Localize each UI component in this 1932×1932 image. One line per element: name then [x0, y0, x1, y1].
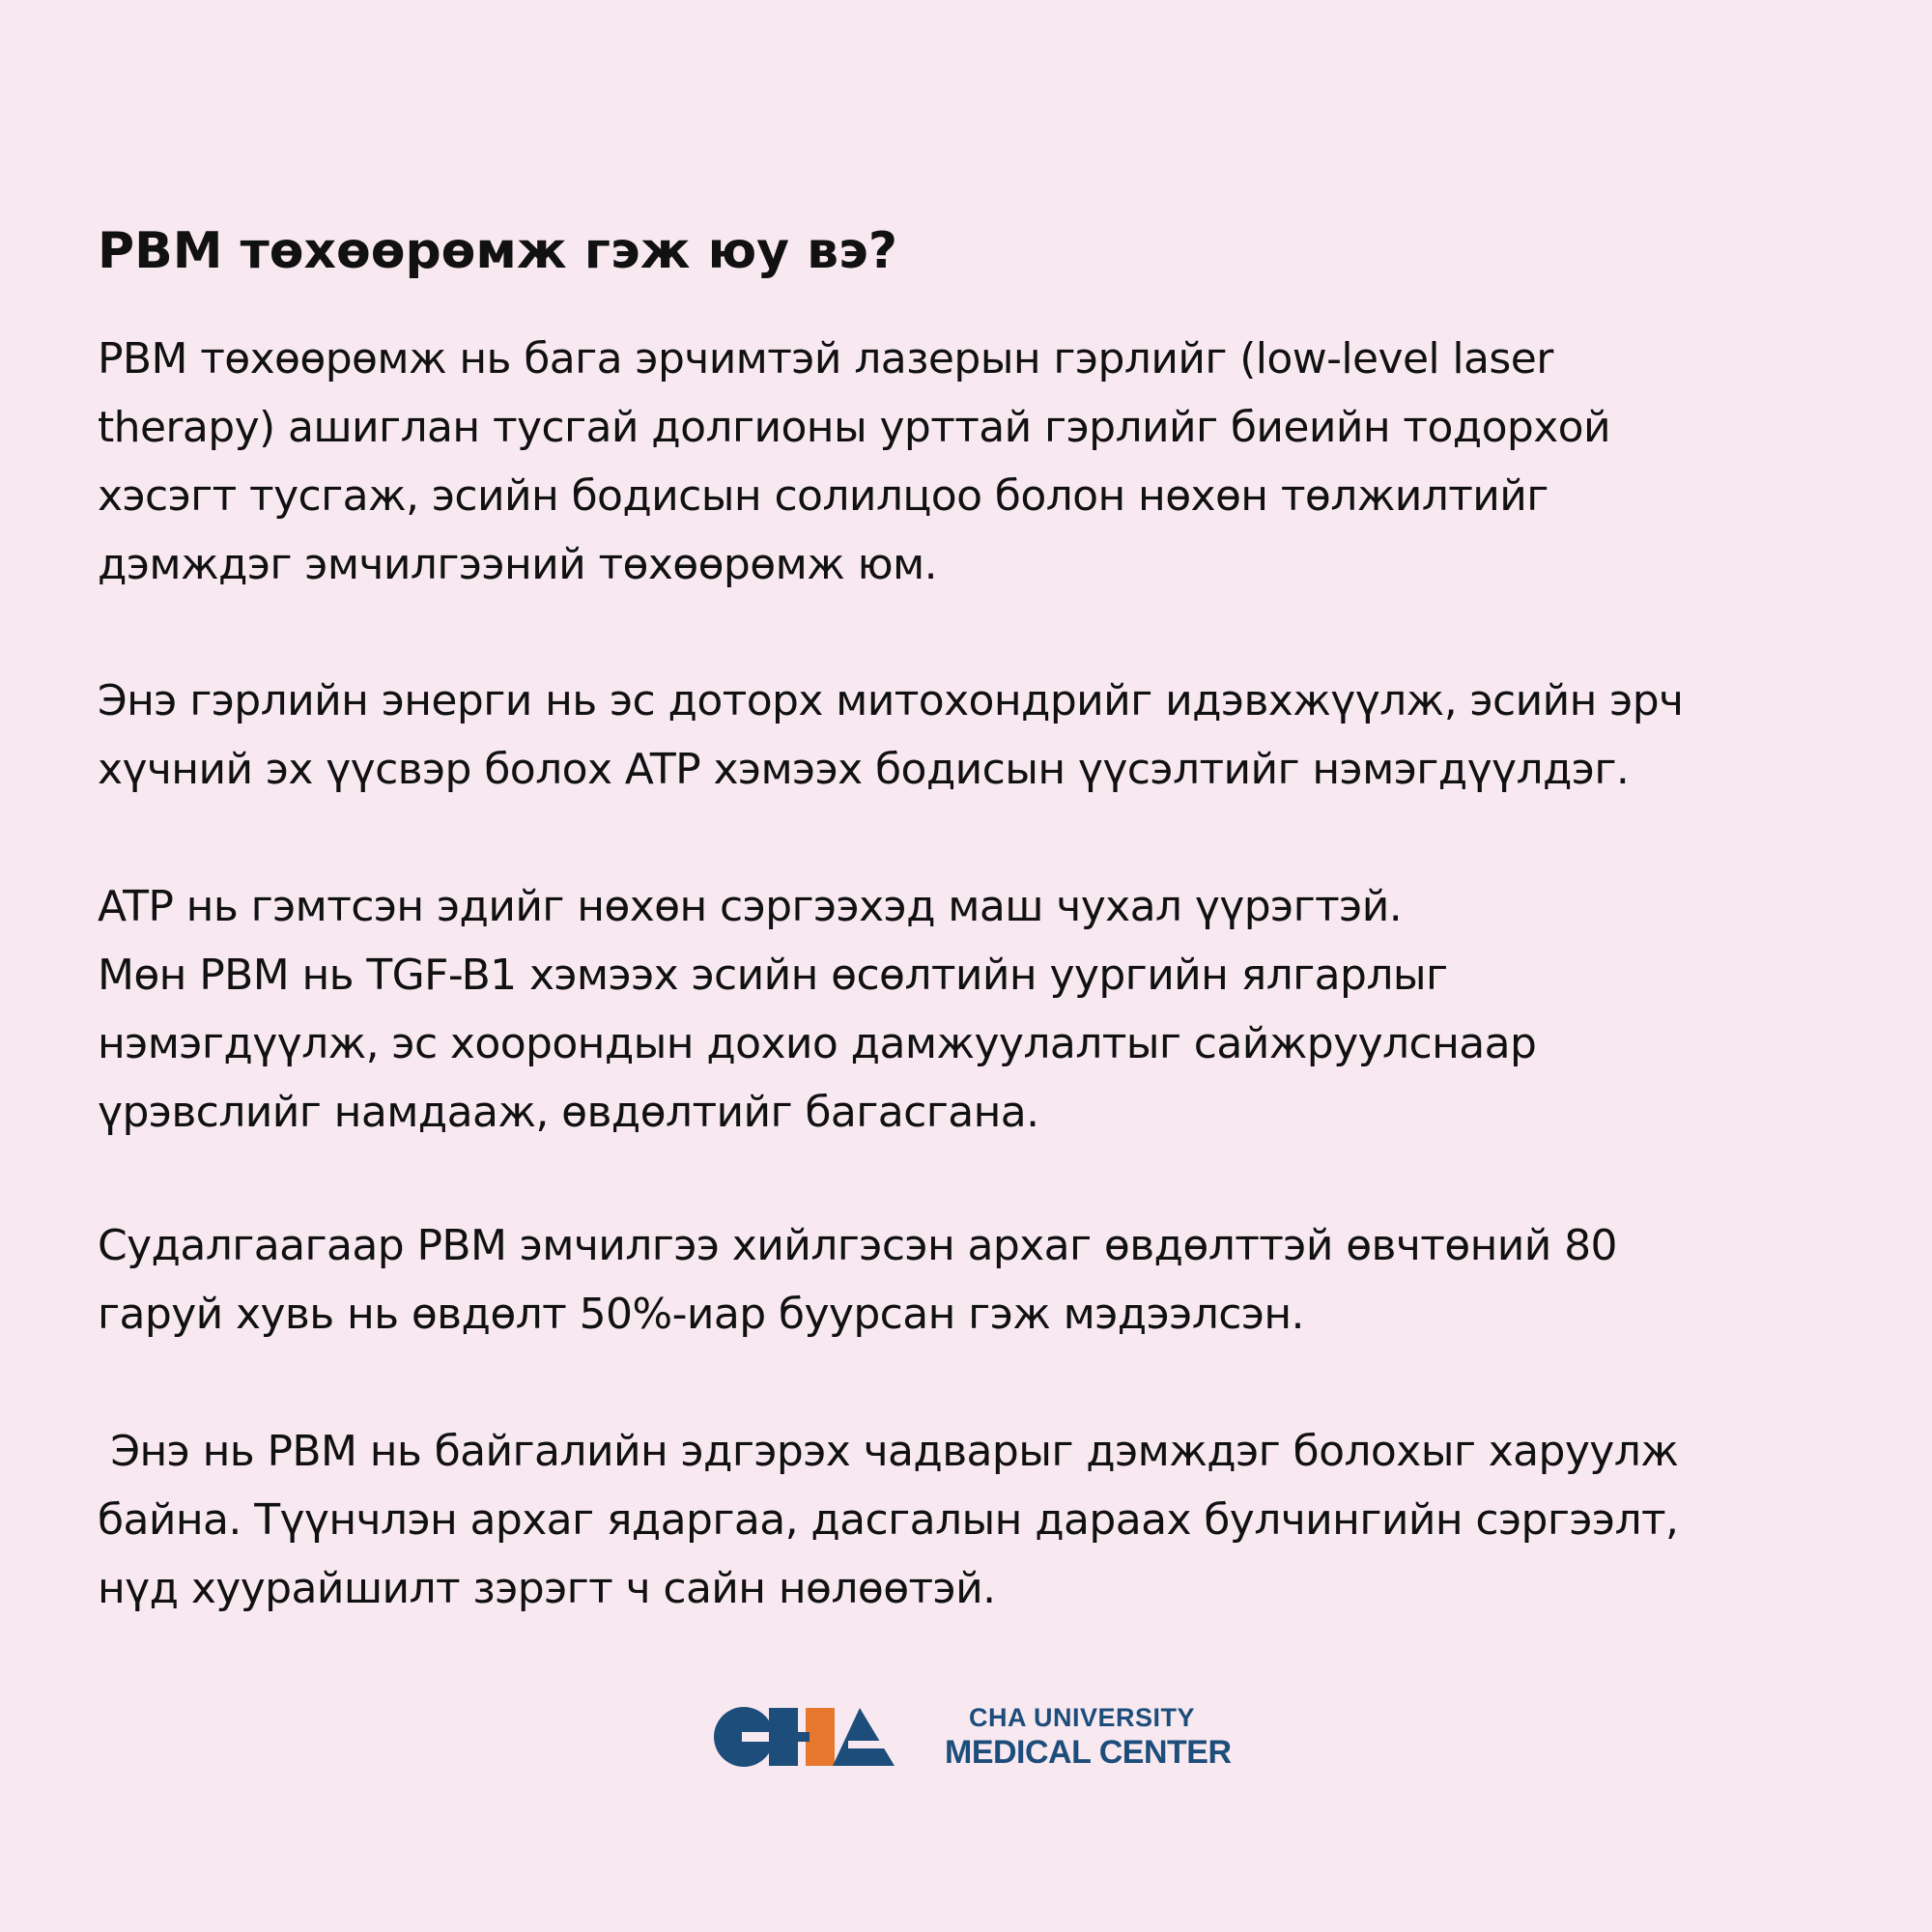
- paragraph-definition: [98, 325, 1610, 599]
- paragraph-mitochondria: [98, 667, 1683, 804]
- paragraph-line: Энэ нь PBM нь байгалийн эдгэрэх чадварыг дэмждэг болохыг харуулж: [98, 1427, 1679, 1476]
- logo-letter-a-icon: [833, 1708, 896, 1766]
- logo-letter-c-icon: [714, 1707, 775, 1767]
- paragraph-line: therapy) ашиглан тусгай долгионы урттай гэрлийг биеийн тодорхой: [98, 403, 1610, 452]
- logo-line-university: CHA UNIVERSITY: [969, 1703, 1196, 1732]
- paragraph-line: дэмждэг эмчилгээний төхөөрөмж юм.: [98, 540, 938, 589]
- logo-letter-h-icon: [769, 1708, 835, 1766]
- paragraph-line: хүчний эх үүсвэр болох ATP хэмээх бодисын үүсэлтийг нэмэгдүүлдэг.: [98, 745, 1630, 794]
- paragraph-line: PBM төхөөрөмж нь бага эрчимтэй лазерын гэрлийг (low-level laser: [98, 334, 1553, 384]
- logo-line-medical-center: MEDICAL CENTER: [945, 1734, 1232, 1771]
- page-title: PBM төхөөрөмж гэж юу вэ?: [98, 222, 898, 280]
- cha-logo-mark-icon: [713, 1706, 896, 1768]
- paragraph-line: үрэвслийг намдааж, өвдөлтийг багасгана.: [98, 1088, 1039, 1137]
- paragraph-line: Мөн PBM нь TGF-B1 хэмээх эсийн өсөлтийн уургийн ялгарлыг: [98, 951, 1448, 1000]
- paragraph-line: гаруй хувь нь өвдөлт 50%-иар буурсан гэж мэдээлсэн.: [98, 1290, 1304, 1339]
- paragraph-research: [98, 1211, 1617, 1349]
- paragraph-atp: [98, 872, 1536, 1147]
- paragraph-line: нэмэгдүүлж, эс хоорондын дохио дамжуулалтыг сайжруулснаар: [98, 1019, 1537, 1068]
- paragraph-line: хэсэгт тусгаж, эсийн бодисын солилцоо болон нөхөн төлжилтийг: [98, 471, 1548, 521]
- cha-logo: [713, 1702, 1232, 1779]
- paragraph-benefits: [98, 1417, 1678, 1623]
- logo-wordmark: [945, 1702, 1232, 1772]
- paragraph-line: нүд хуурайшилт зэрэгт ч сайн нөлөөтэй.: [98, 1564, 996, 1613]
- paragraph-line: Судалгаагаар PBM эмчилгээ хийлгэсэн архаг өвдөлттэй өвчтөний 80: [98, 1221, 1617, 1270]
- paragraph-line: ATP нь гэмтсэн эдийг нөхөн сэргээхэд маш чухал үүрэгтэй.: [98, 882, 1403, 931]
- paragraph-line: Энэ гэрлийн энерги нь эс доторх митохондрийг идэвхжүүлж, эсийн эрч: [98, 676, 1684, 725]
- paragraph-line: байна. Түүнчлэн архаг ядаргаа, дасгалын дараах булчингийн сэргээлт,: [98, 1495, 1679, 1545]
